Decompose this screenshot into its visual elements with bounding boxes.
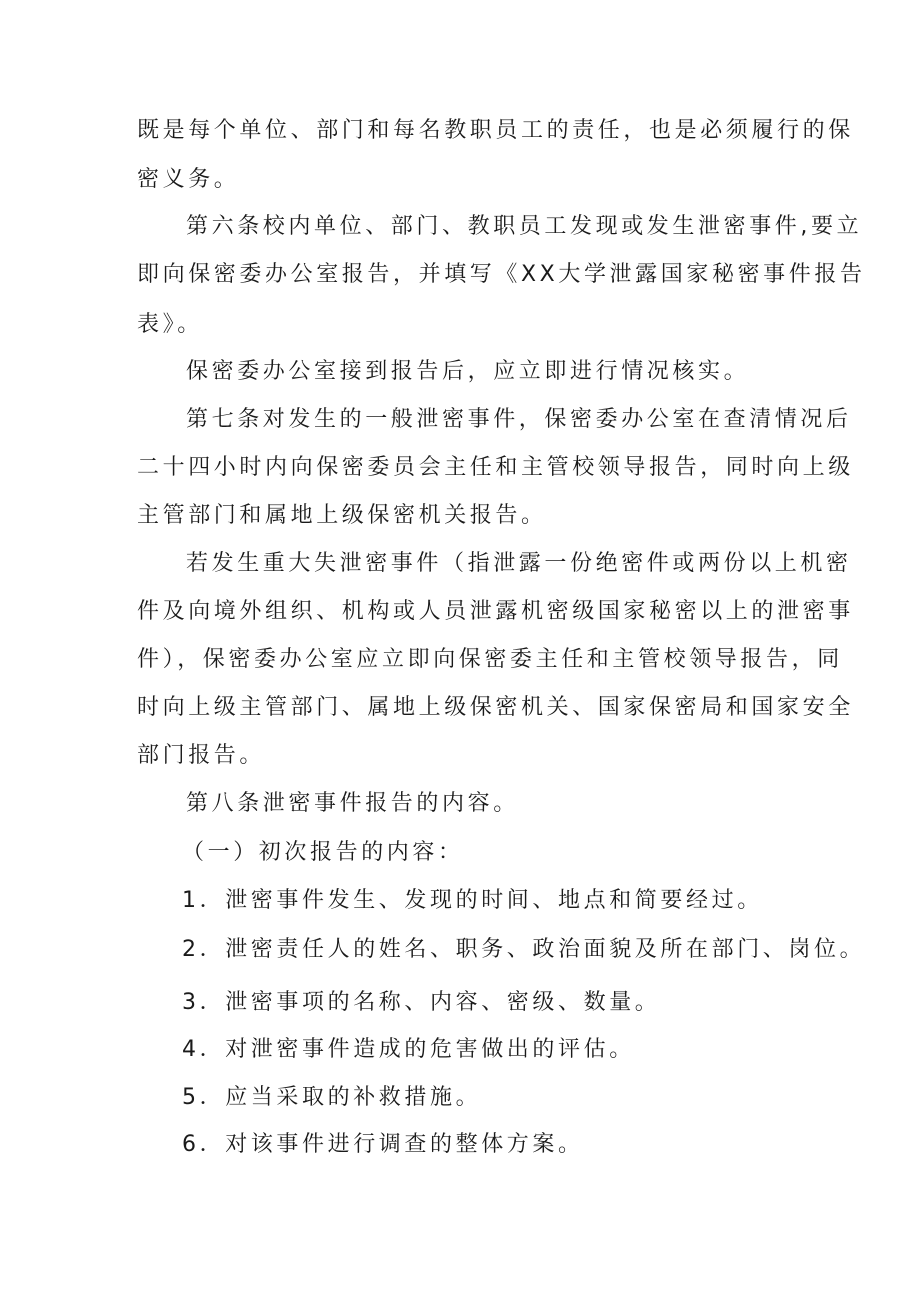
list-item: 2．泄密责任人的姓名、职务、政治面貌及所在部门、岗位。 (182, 937, 866, 962)
text-line: 件及向境外组织、机构或人员泄露机密级国家秘密以上的泄密事 (137, 599, 854, 624)
text-line: 部门报告。 (137, 743, 266, 768)
text-line: 二十四小时内向保密委员会主任和主管校领导报告，同时向上级 (137, 455, 854, 480)
text-line: 既是每个单位、部门和每名教职员工的责任，也是必须履行的保 (137, 118, 854, 143)
list-item: 3．泄密事项的名称、内容、密级、数量。 (182, 990, 661, 1015)
list-item: 5．应当采取的补救措施。 (182, 1085, 482, 1110)
list-item: 6．对该事件进行调查的整体方案。 (182, 1132, 584, 1157)
paragraph-verification: 保密委办公室接到报告后，应立即进行情况核实。 (186, 359, 750, 384)
paragraph-major-leak-start: 若发生重大失泄密事件（指泄露一份绝密件或两份以上机密 (186, 551, 852, 576)
list-item: 4．对泄密事件造成的危害做出的评估。 (182, 1037, 635, 1062)
text-line: 即向保密委办公室报告，并填写《XX大学泄露国家秘密事件报告 (137, 262, 866, 287)
text-line: 时向上级主管部门、属地上级保密机关、国家保密局和国家安全 (137, 695, 854, 720)
paragraph-article-6-start: 第六条校内单位、部门、教职员工发现或发生泄密事件,要立 (186, 214, 863, 239)
paragraph-article-7-start: 第七条对发生的一般泄密事件，保密委办公室在查清情况后 (186, 407, 852, 432)
section-heading-initial-report: （一）初次报告的内容： (182, 840, 464, 865)
text-line: 表》。 (137, 312, 203, 337)
list-item: 1．泄密事件发生、发现的时间、地点和简要经过。 (182, 888, 763, 913)
text-line: 件），保密委办公室应立即向保密委主任和主管校领导报告，同 (137, 647, 843, 672)
text-line: 主管部门和属地上级保密机关报告。 (137, 503, 547, 528)
text-line: 密义务。 (137, 167, 240, 192)
paragraph-article-8: 第八条泄密事件报告的内容。 (186, 791, 519, 816)
